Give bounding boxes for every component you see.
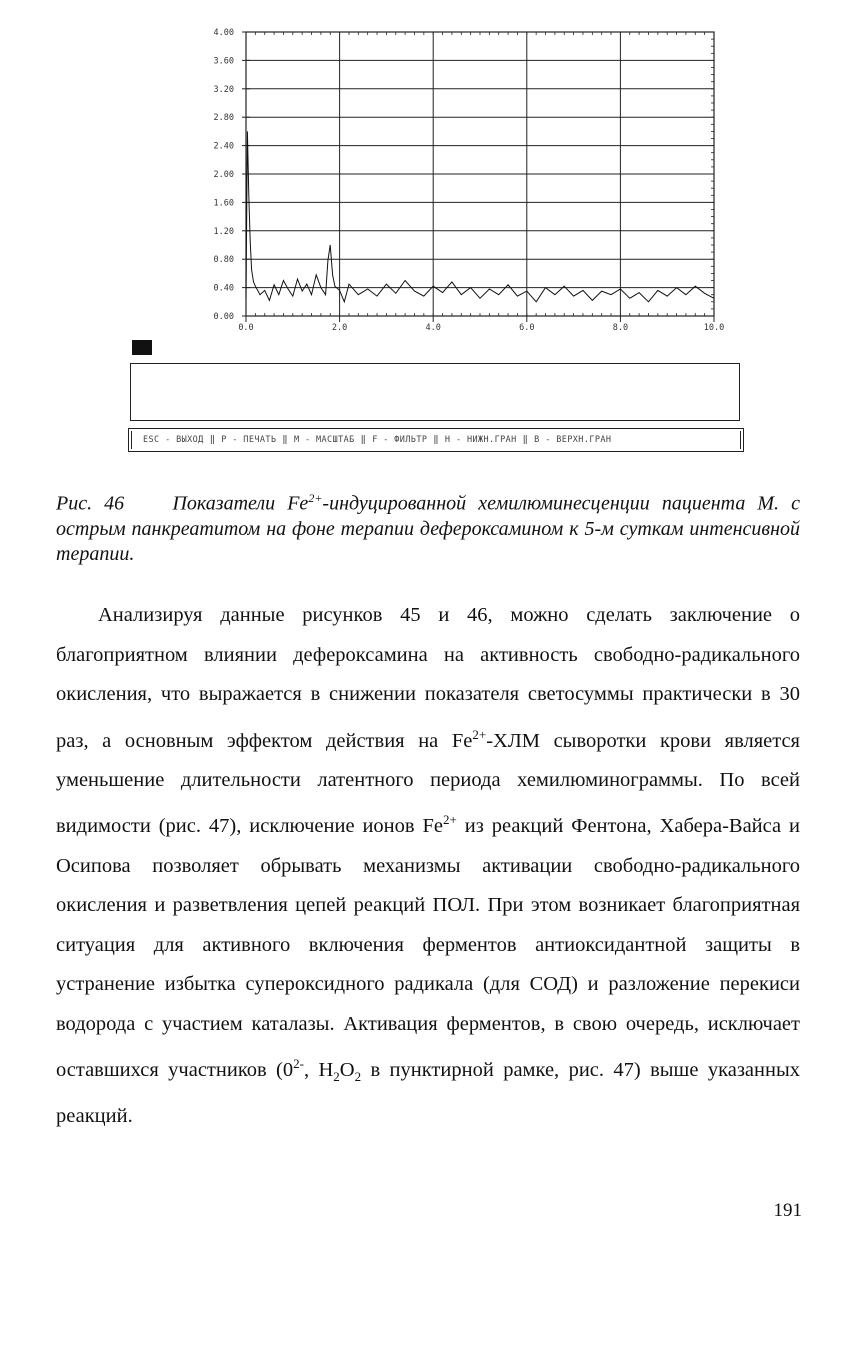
- body-text-5: O: [339, 1058, 355, 1081]
- menu-item-0: ESC - ВЫХОД: [143, 435, 204, 445]
- body-text-2: -ХЛМ сыворотки крови является уменьшение длительности латентного периода хемилюминограммы. По всей видимости (рис. 47), исключение ионов Fe: [56, 729, 800, 838]
- menu-item-4: H - НИЖН.ГРАН: [444, 435, 517, 445]
- body-text-1: Анализируя данные рисунков 45 и 46, можно сделать заключение о благоприятном влиянии дефероксамина на активность свободно-радикального окисления, что выражается в снижении показателя светосуммы практически в 30 раз, а основным эффектом действия на Fe: [56, 604, 800, 752]
- menu-item-5: B - ВЕРХН.ГРАН: [534, 435, 612, 445]
- menu-separator: ‖: [522, 435, 529, 445]
- body-sup-3: 2-: [293, 1056, 304, 1072]
- menu-separator: ‖: [282, 435, 288, 445]
- function-key-menu-bar: [128, 428, 744, 452]
- figure-caption: [56, 486, 800, 567]
- x-tick-label: 4.0: [425, 323, 441, 333]
- x-tick-label: 8.0: [612, 323, 629, 333]
- y-tick-label: 0.40: [213, 283, 234, 294]
- figure-label: Рис. 46: [56, 492, 125, 515]
- empty-info-panel: [130, 363, 740, 421]
- body-sup-2: 2+: [443, 812, 457, 828]
- menu-item-3: F - ФИЛЬТР: [372, 435, 428, 445]
- body-paragraph: [56, 596, 800, 1136]
- series-line-0: [246, 131, 714, 301]
- body-sub-1: 2: [333, 1069, 340, 1085]
- body-text-6: в пунктирной рамке, рис. 47) выше указанных реакций.: [56, 1058, 800, 1127]
- y-tick-label: 2.80: [213, 113, 234, 124]
- x-tick-label: 10.0: [703, 323, 725, 333]
- y-tick-label: 1.20: [213, 226, 234, 237]
- page-number: 191: [773, 1200, 802, 1221]
- body-text-3: из реакций Фентона, Хабера-Вайса и Осипова позволяет обрывать механизмы активации свободно-радикального окисления и разветвления цепей реакций ПОЛ. При этом возникает благоприятная ситуация для активного включения ферментов антиоксидантной защиты в устранение избытка супероксидного радикала (для СОД) и разложение перекиси водорода с участием каталазы. Активация ферментов, в свою очередь, исключает оставшихся участников (0: [56, 815, 800, 1081]
- y-tick-label: 3.60: [213, 56, 234, 67]
- y-tick-label: 2.00: [213, 170, 234, 180]
- menu-separator: ‖: [360, 435, 367, 445]
- chemiluminescence-chart: [120, 16, 760, 336]
- chart-canvas: [120, 16, 760, 336]
- body-sup-1: 2+: [472, 726, 487, 742]
- y-tick-label: 1.60: [213, 198, 234, 209]
- y-tick-label: 3.20: [213, 84, 234, 95]
- caption-text-end: -индуцированной хемилюминесценции пациента М. с острым панкреатитом на фоне терапии дефероксамином к 5-м суткам интенсивной терапии.: [56, 492, 801, 565]
- caption-text-start: Показатели Fe: [172, 492, 309, 515]
- caption-superscript: 2+: [308, 491, 323, 505]
- y-tick-label: 0.80: [213, 255, 234, 266]
- menu-separator: ‖: [433, 435, 439, 445]
- x-tick-label: 6.0: [519, 323, 535, 333]
- menu-item-1: P - ПЕЧАТЬ: [221, 435, 277, 445]
- body-text-4: , H: [303, 1058, 334, 1081]
- y-tick-label: 4.00: [213, 28, 234, 38]
- menu-item-2: M - МАСШТАБ: [293, 435, 355, 445]
- y-tick-label: 2.40: [213, 141, 234, 152]
- x-tick-label: 2.0: [331, 323, 348, 333]
- x-tick-label: 0.0: [238, 323, 254, 333]
- menu-separator: ‖: [209, 435, 216, 445]
- y-tick-label: 0.00: [213, 312, 234, 322]
- cursor-marker: [132, 340, 152, 355]
- body-sub-2: 2: [354, 1069, 362, 1085]
